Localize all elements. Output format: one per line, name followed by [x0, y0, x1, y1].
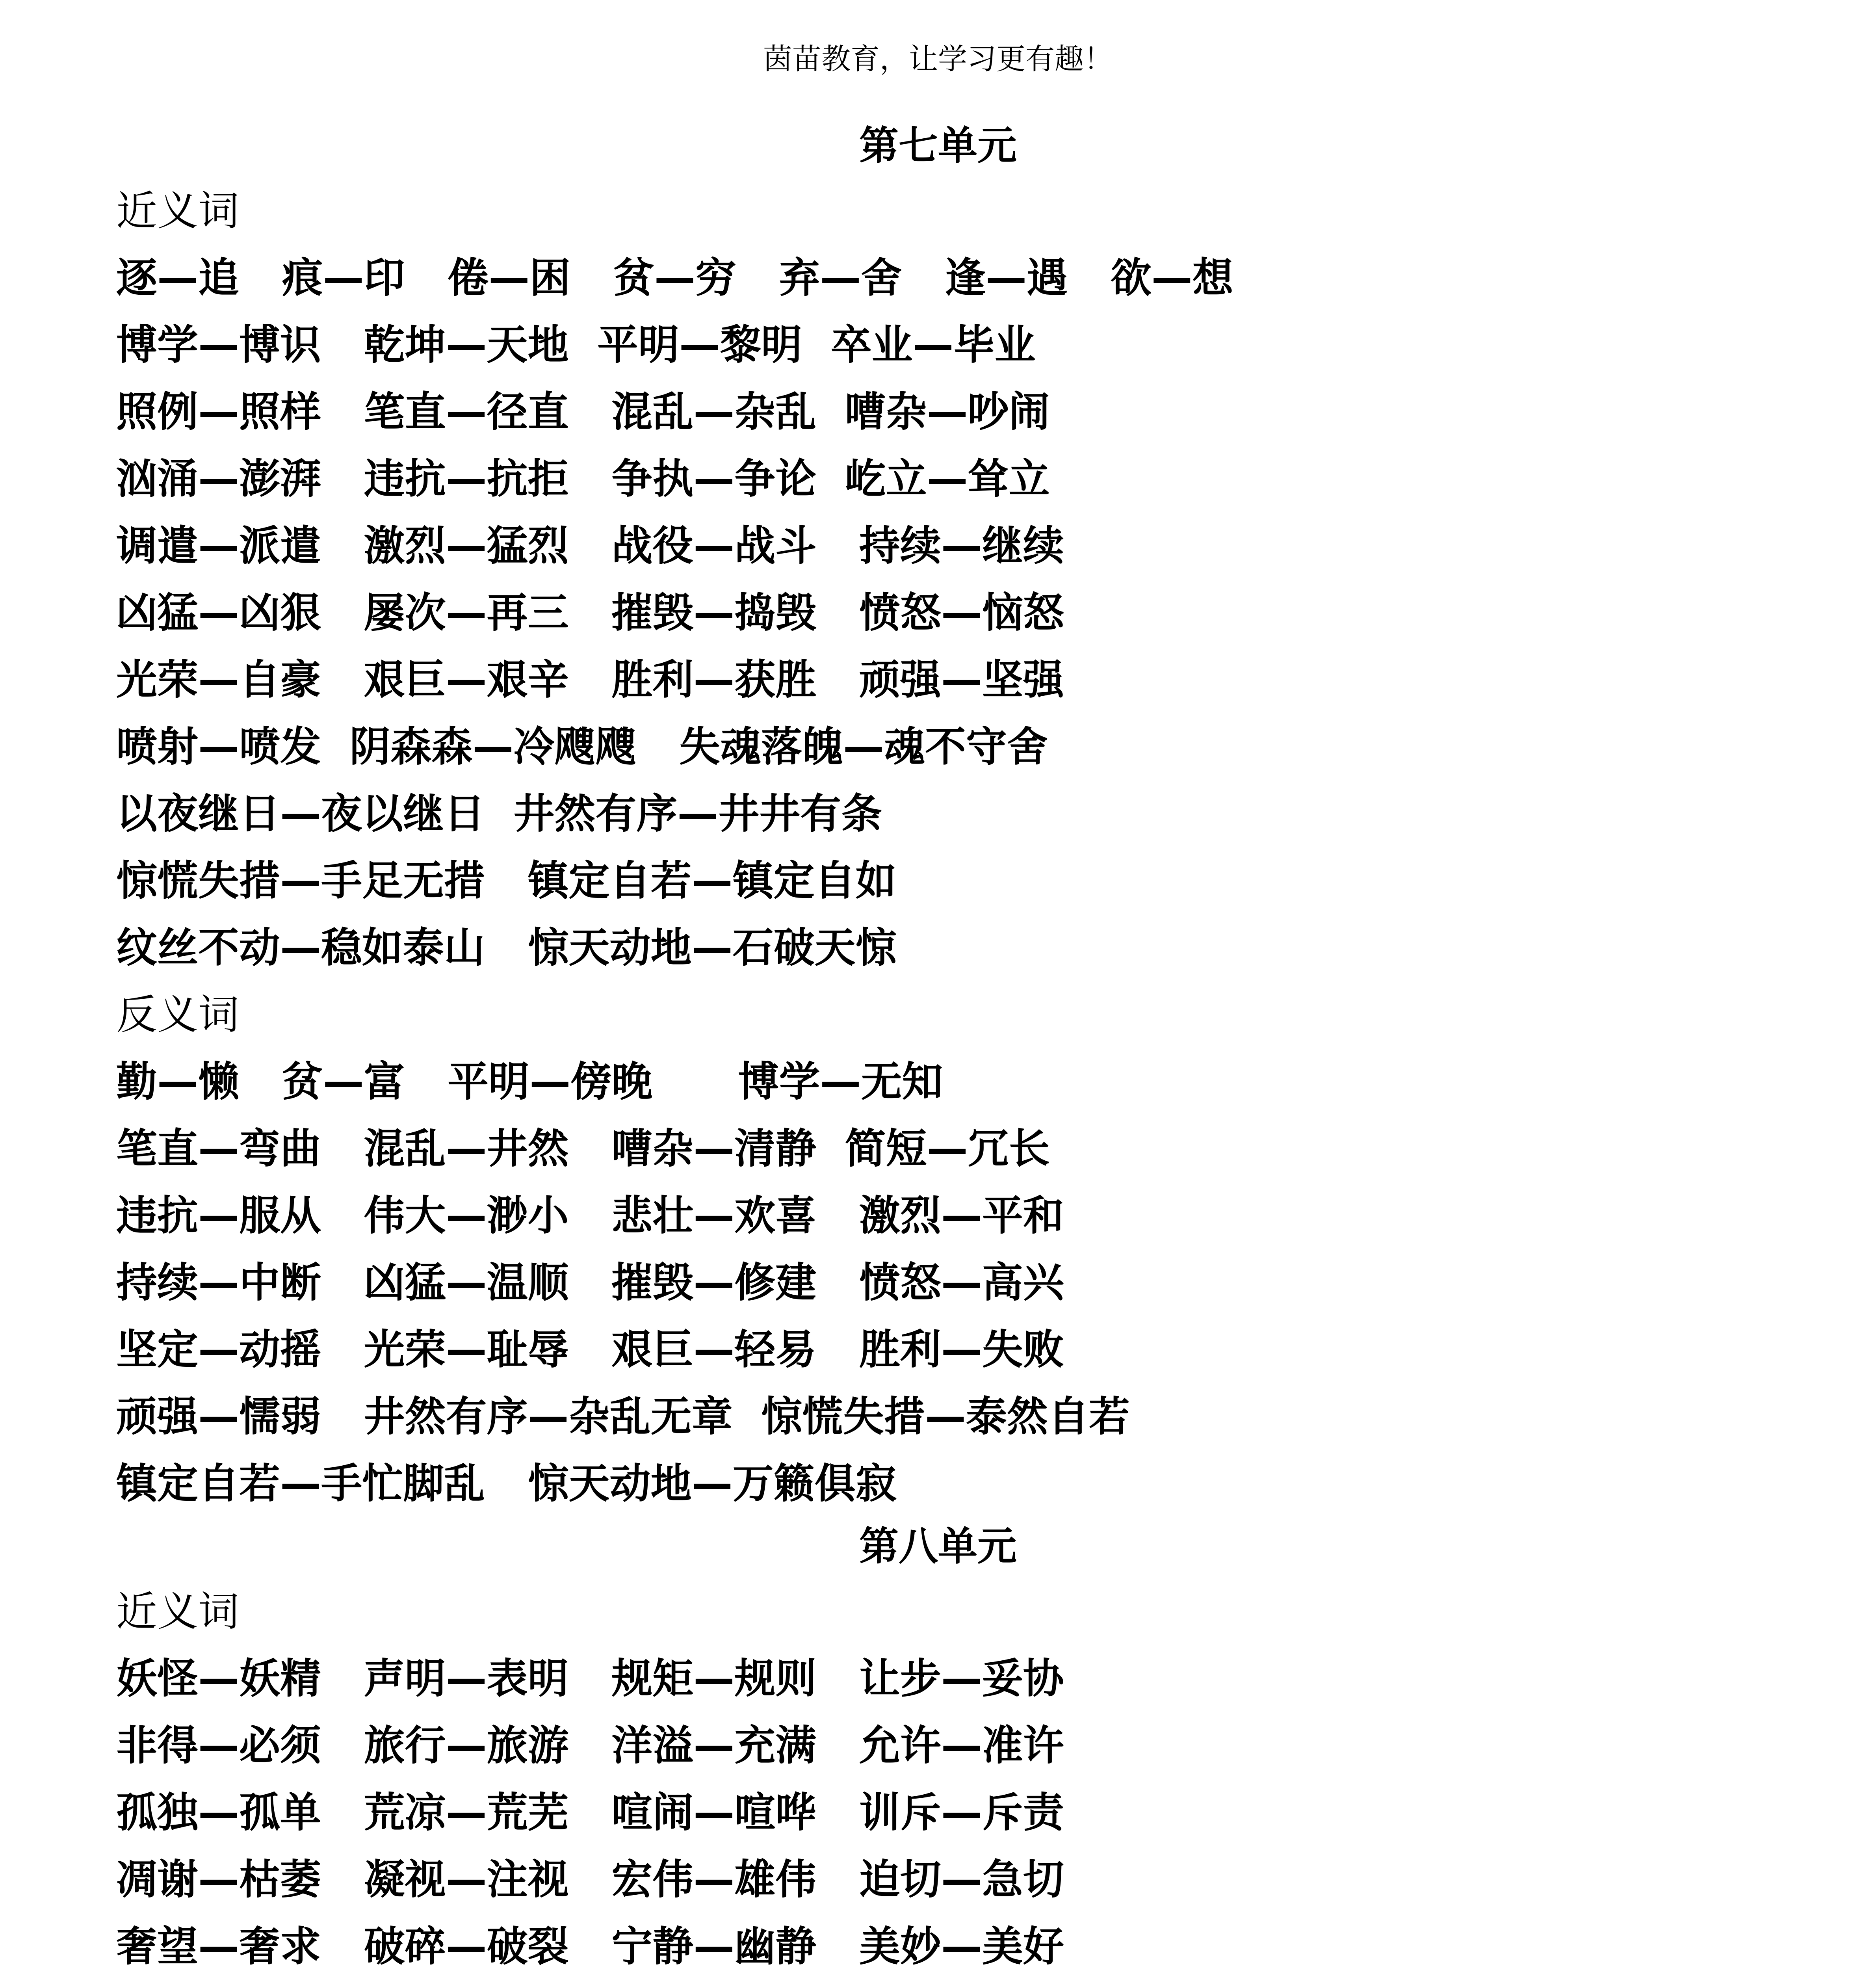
unit7-synonym-row: 凶猛—凶狠 屡次—再三 摧毁—捣毁 愤怒—恼怒 [116, 589, 1064, 637]
unit7-synonym-row: 光荣—自豪 艰巨—艰辛 胜利—获胜 顽强—坚强 [116, 656, 1064, 704]
unit7-title: 第七单元 [859, 123, 1017, 169]
unit8-synonym-row: 妖怪—妖精 声明—表明 规矩—规则 让步—妥协 [116, 1654, 1064, 1702]
unit7-antonym-row: 持续—中断 凶猛—温顺 摧毁—修建 愤怒—高兴 [116, 1258, 1064, 1307]
unit7-antonym-row: 笔直—弯曲 混乱—井然 嘈杂—清静 简短—冗长 [116, 1124, 1050, 1173]
unit7-synonym-row: 纹丝不动—稳如泰山 惊天动地—石破天惊 [116, 924, 897, 972]
unit8-synonym-row: 奢望—奢求 破碎—破裂 宁静—幽静 美妙—美好 [116, 1922, 1064, 1970]
unit8-synonyms-heading: 近义词 [116, 1587, 240, 1635]
unit7-synonym-row: 调遣—派遣 激烈—猛烈 战役—战斗 持续—继续 [116, 522, 1064, 570]
page-header: 茵苗教育，让学习更有趣！ [763, 42, 1113, 76]
unit7-synonym-row: 逐—追 痕—印 倦—困 贫—穷 弃—舍 逢—遇 欲—想 [116, 254, 1233, 302]
unit8-title: 第八单元 [859, 1523, 1017, 1569]
unit7-antonym-row: 坚定—动摇 光荣—耻辱 艰巨—轻易 胜利—失败 [116, 1325, 1064, 1373]
unit7-antonym-row: 勤—懒 贫—富 平明—傍晚 博学—无知 [116, 1057, 943, 1106]
unit7-synonym-row: 汹涌—澎湃 违抗—抗拒 争执—争论 屹立—耸立 [116, 455, 1050, 503]
unit7-antonym-row: 顽强—懦弱 井然有序—杂乱无章 惊慌失措—泰然自若 [116, 1392, 1130, 1440]
unit7-synonyms-heading: 近义词 [116, 187, 240, 235]
unit7-synonym-row: 惊慌失措—手足无措 镇定自若—镇定自如 [116, 857, 897, 905]
unit8-synonym-row: 非得—必须 旅行—旅游 洋溢—充满 允许—准许 [116, 1721, 1064, 1769]
unit7-synonym-row: 照例—照样 笔直—径直 混乱—杂乱 嘈杂—吵闹 [116, 388, 1050, 436]
unit8-synonym-row: 孤独—孤单 荒凉—荒芜 喧闹—喧哗 训斥—斥责 [116, 1788, 1064, 1836]
unit7-antonym-row: 违抗—服从 伟大—渺小 悲壮—欢喜 激烈—平和 [116, 1191, 1064, 1240]
unit7-antonym-row: 镇定自若—手忙脚乱 惊天动地—万籁俱寂 [116, 1459, 897, 1507]
unit8-synonym-row: 凋谢—枯萎 凝视—注视 宏伟—雄伟 迫切—急切 [116, 1855, 1064, 1903]
unit7-synonym-row: 喷射—喷发 阴森森—冷飕飕 失魂落魄—魂不守舍 [116, 723, 1048, 771]
unit7-antonyms-heading: 反义词 [116, 991, 240, 1039]
unit7-synonym-row: 以夜继日—夜以继日 井然有序—井井有条 [116, 790, 882, 838]
unit7-synonym-row: 博学—博识 乾坤—天地 平明—黎明 卒业—毕业 [116, 321, 1036, 369]
